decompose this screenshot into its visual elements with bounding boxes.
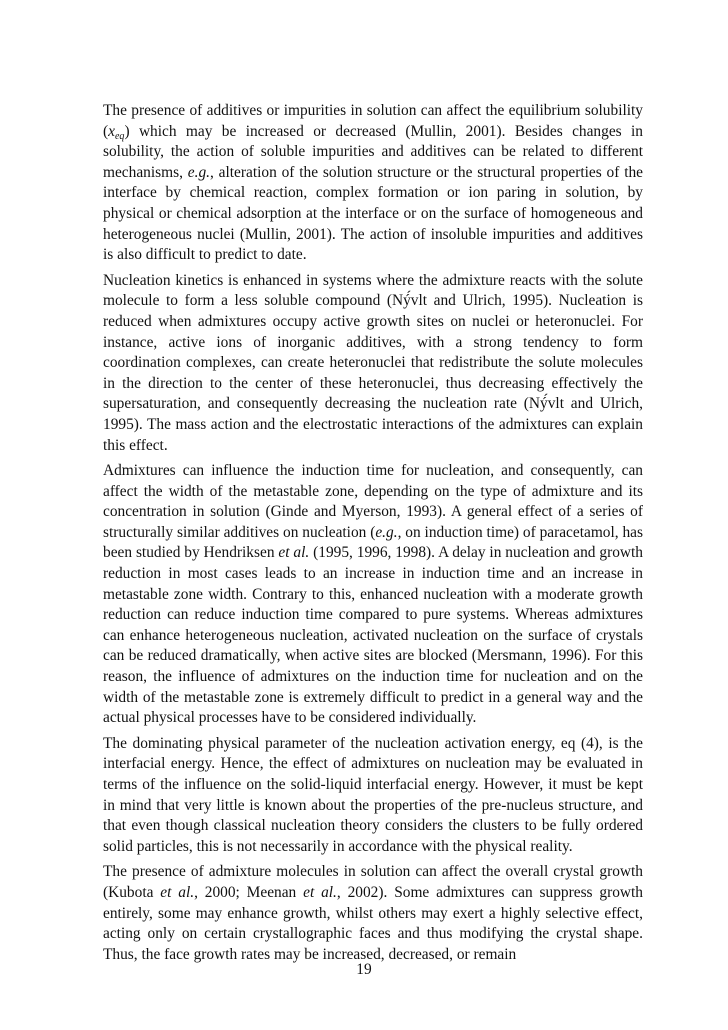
paragraph-induction-time (103, 461, 643, 729)
paragraph-nucleation-kinetics (103, 271, 643, 456)
text-run: (1995, 1996, 1998). A delay in nucleation and growth reduction in most cases leads to an increase in induction time and an increase in metastable zone width. Contrary to this, enhanced nucleation with a moderate growth reduction can reduce induction time compared to pure systems. Whereas admixtures can enhance heterogeneous nucleation, activated nucleation on the surface of crystals can be reduced dramatically, when active sites are blocked (Mersmann, 1996). For this reason, the influence of admixtures on the induction time for nucleation and on the width of the metastable zone is extremely difficult to predict in a general way and the actual physical processes have to be considered individually. (103, 544, 643, 727)
text-run: , on induction time) of paracetamol, has been studied by Hendriksen (103, 523, 643, 562)
text-run: Nucleation kinetics is enhanced in systems where the admixture reacts with the solute molecule to form a less soluble compound (Ný́vlt and Ulrich, 1995). Nucleation is reduced when admixtures occupy active growth sites on nuclei or heteronuclei. For instance, active ions of inorganic additives, with a strong tendency to form coordination complexes, can create heteronuclei that redistribute the solute molecules in the direction to the center of these heteronuclei, thus decreasing effectively the supersaturation, and consequently decreasing the nucleation rate (Ný́vlt and Ulrich, 1995). The mass action and the electrostatic interactions of the admixtures can explain this effect. (103, 271, 643, 454)
text-run: , 2002). Some admixtures can suppress growth entirely, some may enhance growth, whilst others may exert a highly selective effect, acting only on certain crystallographic faces and thus modifying the crystal shape. Thus, the face growth rates may be increased, decreased, or remain (103, 883, 643, 963)
text-run-italic: et al. (278, 544, 310, 562)
text-run-italic: et al. (303, 883, 337, 901)
text-run-italic: et al. (160, 883, 195, 901)
text-run-italic: x (108, 122, 115, 140)
page-number: 19 (356, 961, 372, 978)
text-run: The presence of additives or impurities in solution can affect the equilibrium solubility ( (103, 102, 643, 140)
text-run: , alteration of the solution structure or the structural properties of the interface by chemical reaction, complex formation or ion paring in solution, by physical or chemical adsorption at the interface or on the surface of homogeneous and heterogeneous nuclei (Mullin, 2001). The action of insoluble impurities and additives is also difficult to predict to date. (103, 163, 644, 264)
text-run: The dominating physical parameter of the nucleation activation energy, eq (4), is the interfacial energy. Hence, the effect of admixtures on nucleation may be evaluated in terms of the influence on the solid-liquid interfacial energy. However, it must be kept in mind that very little is known about the properties of the pre-nucleus structure, and that even though classical nucleation theory considers the clusters to be fully ordered solid particles, this is not necessarily in accordance with the physical reality. (103, 734, 643, 855)
page-body (103, 101, 643, 965)
text-run: Admixtures can influence the induction time for nucleation, and consequently, can affect the width of the metastable zone, depending on the type of admixture and its concentration in solution (Ginde and Myerson, 1993). A general effect of a series of structurally similar additives on nucleation ( (103, 462, 643, 541)
text-run: ) which may be increased or decreased (Mullin, 2001). Besides changes in solubility, the action of soluble impurities and additives can be related to different mechanisms, (103, 122, 643, 181)
text-run-italic: e.g. (187, 163, 210, 181)
text-run: The presence of admixture molecules in solution can affect the overall crystal growth (Kubota (103, 863, 643, 901)
paragraph-solubility (103, 101, 643, 266)
paragraph-interfacial-energy (103, 734, 643, 858)
text-run-italic: e.g. (375, 523, 398, 541)
paragraph-crystal-growth (103, 862, 643, 965)
text-run: , 2000; Meenan (194, 883, 304, 901)
text-run-subscript: eq (114, 130, 125, 142)
